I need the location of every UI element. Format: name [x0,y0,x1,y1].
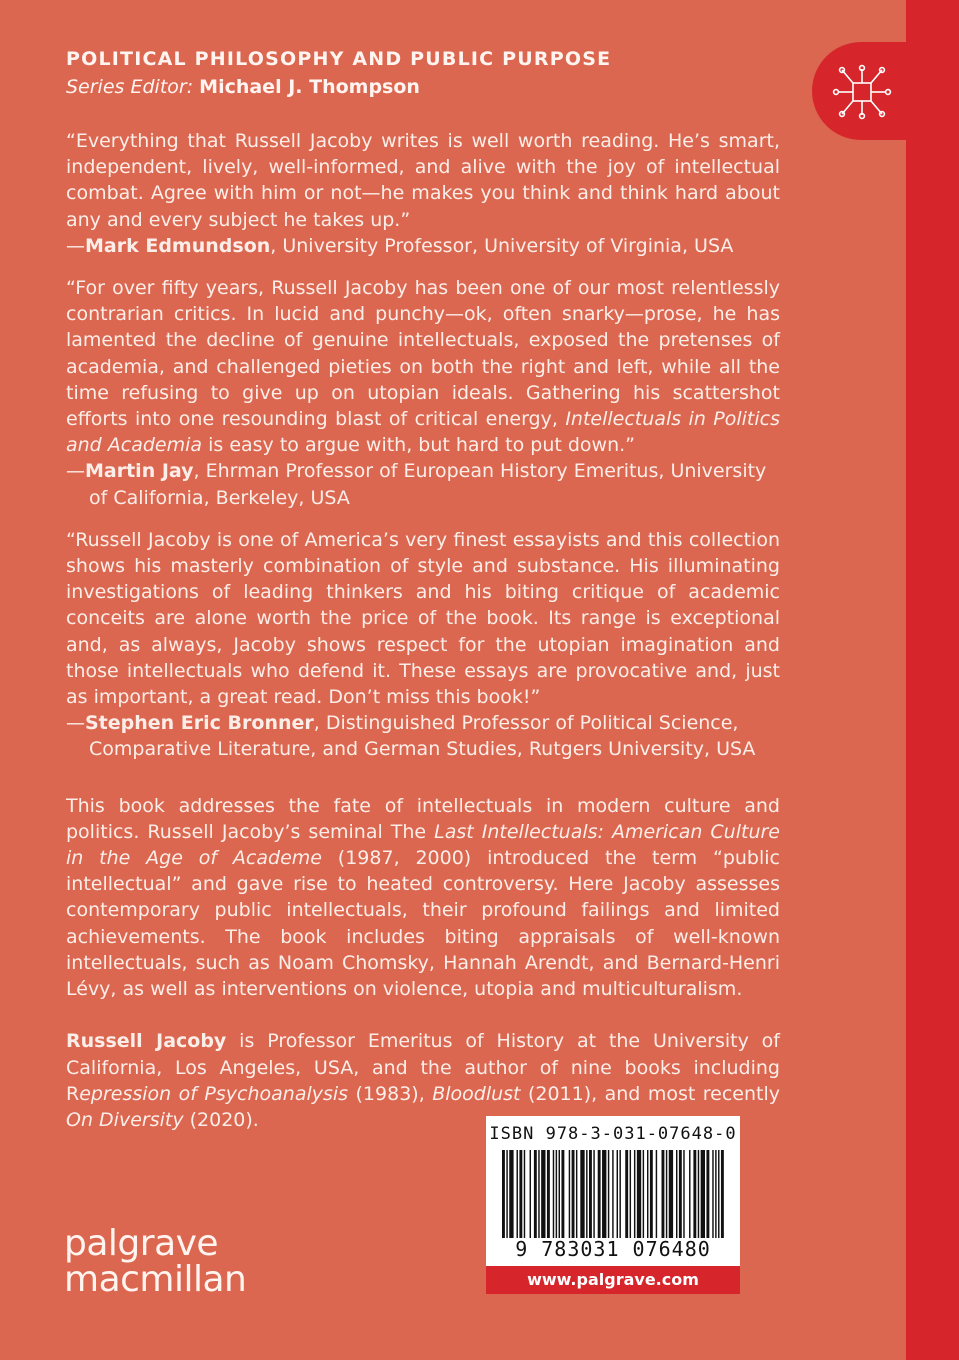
bio-text: is Professor Emeritus of History at the University of California, Los Angeles, USA, and the author of nine books including R [66,1030,780,1105]
book-title: On Diversity [66,1108,184,1131]
barcode-bar [669,1150,673,1238]
series-editor [66,76,420,98]
quote-attribution [66,710,780,762]
barcode-bar [656,1150,657,1238]
attribution-dash: — [66,460,85,483]
barcode-bar [650,1150,653,1238]
bio-text: (1983), [348,1082,433,1105]
series-title: POLITICAL PHILOSOPHY AND PUBLIC PURPOSE [66,48,612,70]
series-editor-label: Series Editor: [66,76,194,98]
quote-text: “Russell Jacoby is one of America’s very finest essayists and this collection shows his masterly combination of style and substance. His illuminating investigations of leading thinkers and his biting critique of academic conceits are alone worth the price of the book. Its range is exceptional and, as always, Jacoby shows respect for the utopian imagination and those intellectuals who defend it. These essays are provocative and, just as important, a great read. Don’t miss this book!” [66,528,780,709]
barcode-bar [701,1150,705,1238]
barcode-bars [496,1150,730,1238]
attribution-dash: — [66,712,85,735]
book-title: Last Intellectuals: American Culture in the Age of Academe [66,820,780,870]
logo-line-palgrave: palgrave [64,1223,219,1264]
barcode-bar [721,1150,724,1238]
barcode-bar [647,1150,648,1238]
quote-affiliation: , Ehrman Professor of European History Emeritus, University of California, Berkeley, USA [89,460,767,509]
barcode-bar [608,1150,609,1238]
barcode-bar [662,1150,665,1238]
barcode-bar [506,1150,507,1238]
barcode-bar [718,1150,719,1238]
barcode-bar [569,1150,570,1238]
quote-affiliation: , University Professor, University of Virginia, USA [270,234,734,257]
barcode-bar [538,1150,539,1238]
quote-author: Stephen Eric Bronner [85,712,314,735]
barcode-bar [556,1150,557,1238]
barcode-bar [541,1150,545,1238]
quote-attribution [66,233,780,259]
barcode-digits: 9 783031 076480 [515,1237,711,1261]
barcode-bar [676,1150,677,1238]
quote-text [66,275,780,458]
endorsement-quote [66,527,780,763]
quote-text-part: is easy to argue with, but hard to put down.” [202,434,635,457]
quote-author: Martin Jay [85,460,194,483]
barcode-bar [576,1150,577,1238]
barcode-bar [715,1150,716,1238]
barcode-bar [683,1150,684,1238]
barcode-bar [712,1150,713,1238]
palgrave-seal-badge [812,42,909,140]
logo-line-macmillan: macmillan [64,1259,247,1300]
barcode-bar [553,1150,554,1238]
barcode-bar [509,1150,513,1238]
barcode-bar [559,1150,560,1238]
barcode-bar [634,1150,635,1238]
bio-text: (2011), and most recently [520,1082,780,1105]
barcode-bar [519,1150,522,1238]
barcode-bar [561,1150,564,1238]
barcode-bar [630,1150,631,1238]
barcode-bar [617,1150,618,1238]
barcode-bar [625,1150,628,1238]
barcode-bar [589,1150,592,1238]
barcode-bar [593,1150,594,1238]
barcode-bar [637,1150,641,1238]
barcode-bar [643,1150,644,1238]
publisher-logo [64,1223,247,1300]
isbn-barcode [486,1116,740,1266]
barcode-bar [530,1150,531,1238]
book-title: epression of Psychoanalysis [79,1082,349,1105]
barcode-bar [693,1150,696,1238]
series-editor-name: Michael J. Thompson [199,76,420,98]
barcode-bar [524,1150,525,1238]
palgrave-network-icon [832,64,892,120]
barcode-bar [706,1150,709,1238]
barcode-bar [689,1150,690,1238]
barcode-bar [572,1150,575,1238]
barcode-bar [502,1150,505,1238]
barcode-bar [602,1150,606,1238]
book-title: Bloodlust [432,1082,521,1105]
barcode-bar [580,1150,584,1238]
quote-text: “Everything that Russell Jacoby writes is well worth reading. He’s smart, independent, lively, well-informed, and alive with the joy of intellectual combat. Agree with him or not—he makes you think and think hard about any and every subject he takes up.” [66,130,780,231]
barcode-bar [666,1150,667,1238]
spine-color-bar [906,0,959,1360]
attribution-dash: — [66,234,85,257]
barcode-bar [517,1150,518,1238]
author-name: Russell Jacoby [66,1030,227,1053]
description-text: (1987, 2000) introduced the term “public intellectual” and gave rise to heated controversy. Here Jacoby assesses contemporary public intellectuals, their profound failings and limited achievements. The book includes biting appraisals of well-known intellectuals, such as Noam Chomsky, Hannah Arendt, and Bernard-Henri Lévy, as well as interventions on violence, utopia and multiculturalism. [66,847,780,1001]
endorsement-quote [66,128,780,259]
barcode-bar [679,1150,682,1238]
isbn-label: ISBN 978-3-031-07648-0 [489,1124,737,1144]
barcode-bar [698,1150,699,1238]
endorsement-quote [66,275,780,511]
barcode-bar [534,1150,537,1238]
book-title: Intellectuals in Politics and Academia [66,408,780,457]
barcode-bar [598,1150,601,1238]
quote-attribution [66,458,780,510]
publisher-url: www.palgrave.com [486,1266,740,1294]
back-cover-text [66,128,780,1133]
barcode-bar [612,1150,613,1238]
quote-author: Mark Edmundson [85,234,271,257]
bio-text: (2020). [183,1108,259,1131]
barcode-bar [586,1150,587,1238]
quote-affiliation: , Distinguished Professor of Political Science, Comparative Literature, and German Studies, Rutgers University, USA [89,712,756,761]
quote-text-part: “For over fifty years, Russell Jacoby has been one of our most relentlessly contrarian critics. In lucid and punchy—ok, often snarky—prose, he has lamented the decline of genuine intellectuals, exposed the pretenses of academia, and challenged pieties on both the right and left, while all the time refusing to give up on utopian ideals. Gathering his scattershot efforts into one resounding blast of critical energy, [66,277,780,431]
barcode-bar [547,1150,550,1238]
barcode-bar [619,1150,620,1238]
book-description [66,793,780,1003]
description-text: This book addresses the fate of intellectuals in modern culture and politics. Russell Jacoby’s seminal The [66,794,780,843]
